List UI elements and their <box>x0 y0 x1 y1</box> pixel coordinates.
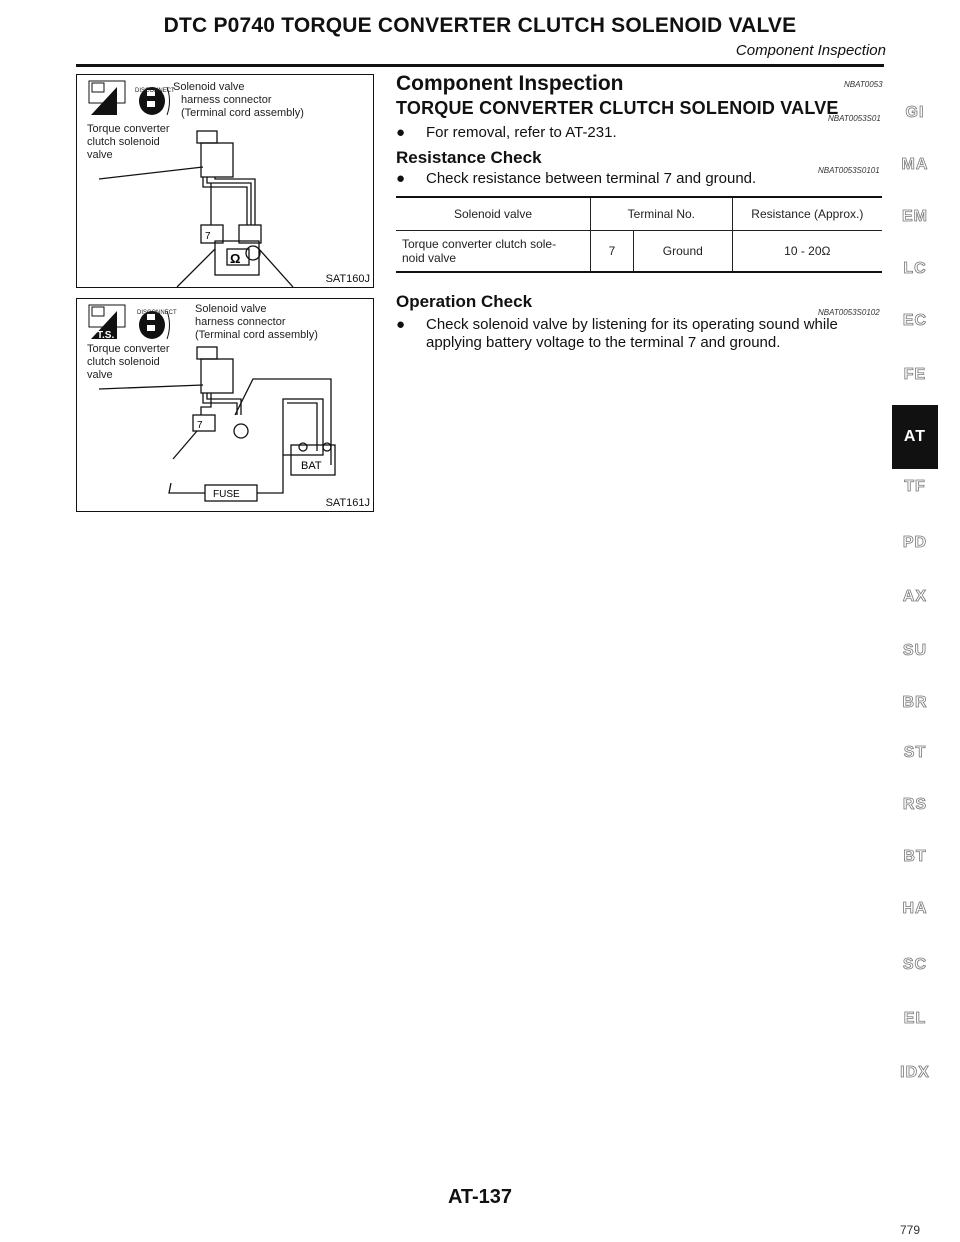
cell-ground: Ground <box>634 231 733 272</box>
tab-lc[interactable]: LC <box>903 260 927 277</box>
tab-ax[interactable]: AX <box>902 588 928 605</box>
page-number: 779 <box>899 1223 920 1237</box>
bullet-icon: ● <box>396 316 406 333</box>
tab-rs[interactable]: RS <box>902 796 928 813</box>
removal-note: ● For removal, refer to AT-231. <box>396 124 617 141</box>
tab-br[interactable]: BR <box>902 694 928 711</box>
tab-st[interactable]: ST <box>903 744 927 761</box>
ohmmeter-symbol: Ω <box>230 251 241 266</box>
figure-code: SAT161J <box>325 497 370 509</box>
tab-idx[interactable]: IDX <box>900 1064 930 1081</box>
operation-ref: NBAT0053S0102 <box>818 308 880 317</box>
tab-fe[interactable]: FE <box>903 366 927 383</box>
figure-code: SAT160J <box>325 273 370 285</box>
tab-el[interactable]: EL <box>903 1010 927 1027</box>
tab-ma[interactable]: MA <box>901 156 929 173</box>
terminal-number: 7 <box>197 420 203 431</box>
tab-at-active[interactable]: AT <box>892 405 938 469</box>
page-subtitle: Component Inspection <box>735 42 886 59</box>
header-terminal: Terminal No. <box>591 198 733 231</box>
bullet-icon: ● <box>396 124 406 141</box>
cell-resistance: 10 - 20Ω <box>732 231 882 272</box>
section-title: Component Inspection <box>396 72 624 95</box>
tab-su[interactable]: SU <box>902 642 928 659</box>
tab-ec[interactable]: EC <box>902 312 928 329</box>
ts-badge: T.S. <box>97 114 115 125</box>
operation-instruction: ● Check solenoid valve by listening for its operating sound while applying battery voltage to the terminal 7 and ground. <box>396 316 838 351</box>
subtitle-ref: NBAT0053S01 <box>828 114 881 123</box>
table-row <box>396 231 882 272</box>
tab-em[interactable]: EM <box>902 208 928 225</box>
figure-resistance <box>76 74 374 288</box>
battery-label: BAT <box>301 460 322 472</box>
page-title: DTC P0740 TORQUE CONVERTER CLUTCH SOLENOID VALVE <box>163 14 797 37</box>
terminal-number: 7 <box>205 231 211 242</box>
header-solenoid: Solenoid valve <box>396 198 591 231</box>
section-subtitle: TORQUE CONVERTER CLUTCH SOLENOID VALVE <box>396 98 839 118</box>
tab-sc[interactable]: SC <box>902 956 928 973</box>
resistance-instruction: ● Check resistance between terminal 7 and ground. <box>396 170 757 187</box>
connector-label: DISCONNECT Solenoid valve harness connector (Terminal cord assembly) <box>135 81 304 119</box>
fuse-label: FUSE <box>213 489 240 500</box>
cell-terminal: 7 <box>591 231 634 272</box>
section-ref: NBAT0053 <box>844 80 883 89</box>
header-resistance: Resistance (Approx.) <box>732 198 882 231</box>
connector-label: DISCONNECT Solenoid valve harness connector (Terminal cord assembly) <box>137 303 318 341</box>
tab-ha[interactable]: HA <box>902 900 928 917</box>
tab-bt[interactable]: BT <box>903 848 927 865</box>
header-rule <box>76 64 884 67</box>
tab-pd[interactable]: PD <box>902 534 928 551</box>
bullet-icon: ● <box>396 170 406 187</box>
disconnect-icon <box>89 81 125 115</box>
figure-operation <box>76 298 374 512</box>
tab-gi[interactable]: GI <box>905 104 925 121</box>
resistance-table <box>396 196 882 273</box>
operation-title: Operation Check <box>396 292 533 311</box>
resistance-title: Resistance Check <box>396 148 542 167</box>
tab-tf[interactable]: TF <box>904 478 926 495</box>
part-label: Torque converter clutch solenoid valve <box>87 343 170 381</box>
resistance-ref: NBAT0053S0101 <box>818 166 880 175</box>
page-footer: AT-137 <box>447 1186 513 1208</box>
part-label: Torque converter clutch solenoid valve <box>87 123 170 161</box>
ts-badge: T.S. <box>97 330 115 341</box>
table-header-row <box>396 198 882 231</box>
cell-solenoid: Torque converter clutch sole- noid valve <box>402 237 557 265</box>
